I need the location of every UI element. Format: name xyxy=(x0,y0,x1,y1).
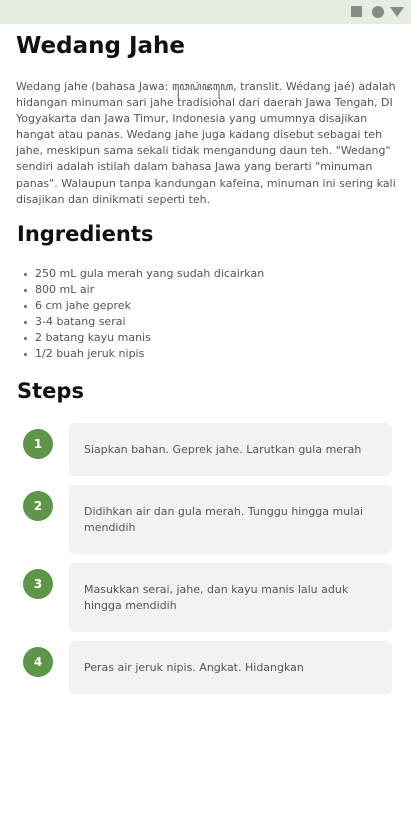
step-card[interactable] xyxy=(69,423,392,476)
square-icon xyxy=(351,6,362,17)
step-text: Siapkan bahan. Geprek jahe. Larutkan gula merah xyxy=(84,442,362,456)
step-number-badge: 3 xyxy=(23,569,53,599)
step-text: Peras air jeruk nipis. Angkat. Hidangkan xyxy=(84,660,304,674)
ingredients-heading: Ingredients xyxy=(17,222,154,246)
step-number-badge: 2 xyxy=(23,491,53,521)
page-title: Wedang Jahe xyxy=(16,33,186,59)
status-bar xyxy=(0,0,411,24)
ingredient-item: 6 cm jahe geprek xyxy=(24,298,264,314)
ingredients-list xyxy=(24,266,264,362)
step-text: Masukkan serai, jahe, dan kayu manis lalu aduk hingga mendidih xyxy=(84,582,349,612)
ingredient-item: 3-4 batang serai xyxy=(24,314,264,330)
triangle-down-icon xyxy=(390,7,404,17)
ingredient-item: 1/2 buah jeruk nipis xyxy=(24,346,264,362)
step-card[interactable] xyxy=(69,641,392,694)
step-number-badge: 4 xyxy=(23,647,53,677)
step-number-badge: 1 xyxy=(23,429,53,459)
steps-heading: Steps xyxy=(17,379,84,403)
step-card[interactable] xyxy=(69,563,392,632)
recipe-description: Wedang jahe (bahasa Jawa: ꦮꦺꦝꦁꦗꦲꦺ, translit. Wédang jaé) adalah hidangan minuman sari jahe tradisional dari daerah Jawa Tengah, DI Yogyakarta dan Jawa Timur, Indonesia yang umumnya disajikan hangat atau panas. Wedang jahe juga kadang disebut sebagai teh jahe, meskipun sama sekali tidak mengandung daun teh. "Wedang" sendiri adalah istilah dalam bahasa Jawa yang berarti "minuman panas". Walaupun tanpa kandungan kafeina, minuman ini sering kali disajikan dan dinikmati seperti teh. xyxy=(16,80,396,206)
step-card[interactable] xyxy=(69,485,392,554)
ingredient-item: 250 mL gula merah yang sudah dicairkan xyxy=(24,266,264,282)
ingredient-item: 800 mL air xyxy=(24,282,264,298)
step-text: Didihkan air dan gula merah. Tunggu hingga mulai mendidih xyxy=(84,504,364,534)
circle-icon xyxy=(372,6,384,18)
ingredient-item: 2 batang kayu manis xyxy=(24,330,264,346)
